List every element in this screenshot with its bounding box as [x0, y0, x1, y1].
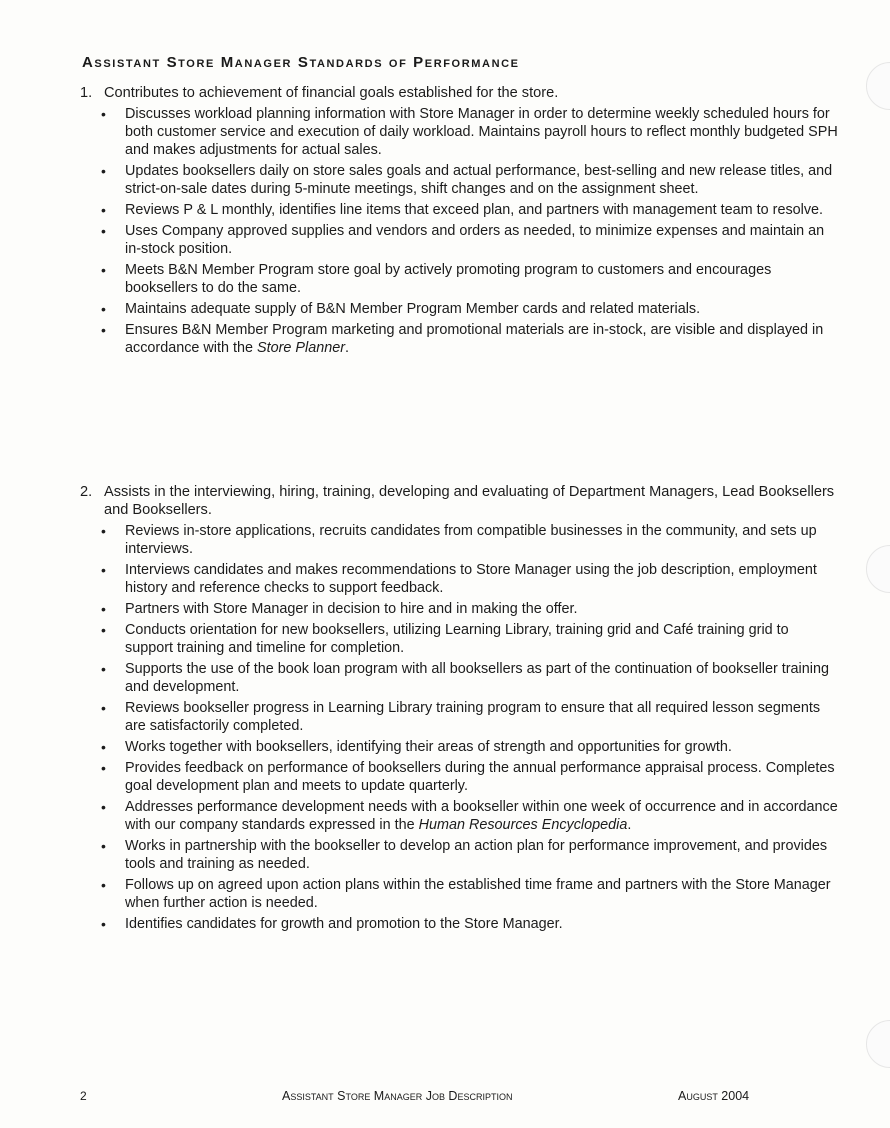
bullet-icon: • [101, 700, 106, 716]
footer-date: August 2004 [678, 1089, 750, 1103]
bullet-icon: • [101, 799, 106, 815]
list-item-text: Provides feedback on performance of booksellers during the annual performance appraisal process. Completes goal development plan and meets to update quarterly. [125, 760, 835, 794]
list-item-text: Conducts orientation for new booksellers, utilizing Learning Library, training grid and Café training grid to support training and timeline for completion. [125, 622, 789, 656]
bullet-icon: • [101, 916, 106, 932]
bullet-icon: • [101, 838, 106, 854]
list-item-text: Follows up on agreed upon action plans within the established time frame and partners with the Store Manager when further action is needed. [125, 877, 831, 911]
binder-hole-shape [866, 1020, 890, 1068]
list-item-text-end: . [627, 817, 632, 833]
list-item [80, 222, 840, 258]
bullet-list [80, 105, 840, 357]
bullet-icon: • [101, 301, 106, 317]
bullet-icon: • [101, 622, 106, 638]
binder-hole-shape [866, 545, 890, 593]
binder-hole-shape [866, 62, 890, 110]
bullet-icon: • [101, 601, 106, 617]
list-item [80, 561, 840, 597]
list-item-text-start: Ensures B&N Member Program marketing and promotional materials are in-stock, are visible and displayed in accordance with the [125, 322, 824, 356]
list-item-text: Discusses workload planning information with Store Manager in order to determine weekly scheduled hours for both customer service and execution of daily workload. Maintains payroll hours to reflect monthly budgeted SPH and makes adjustments for actual sales. [125, 106, 838, 158]
page-title: Assistant Store Manager Standards of Performance [82, 54, 520, 71]
list-item [80, 759, 840, 795]
list-item-text: Meets B&N Member Program store goal by actively promoting program to customers and encourages booksellers to do the same. [125, 262, 772, 296]
list-item-text: Updates booksellers daily on store sales goals and actual performance, best-selling and new release titles, and strict-on-sale dates during 5-minute meetings, shift changes and on the assignment sheet. [125, 163, 833, 197]
list-item [80, 621, 840, 657]
bullet-icon: • [101, 223, 106, 239]
list-item-text-end: . [345, 340, 349, 356]
list-item [80, 915, 840, 933]
store-planner-reference: Store Planner [257, 340, 345, 356]
list-item-text: Supports the use of the book loan program with all booksellers as part of the continuation of bookseller training and development. [125, 661, 829, 695]
list-item [80, 600, 840, 618]
list-item-text: Works together with booksellers, identifying their areas of strength and opportunities for growth. [125, 739, 732, 755]
list-item [80, 522, 840, 558]
list-item [80, 699, 840, 735]
bullet-icon: • [101, 106, 106, 122]
section-number: 1. [80, 85, 93, 101]
section-financial-goals [80, 84, 840, 360]
footer-page-number: 2 [80, 1089, 87, 1103]
bullet-icon: • [101, 562, 106, 578]
list-item [80, 660, 840, 696]
bullet-icon: • [101, 523, 106, 539]
list-item [80, 738, 840, 756]
list-item [80, 876, 840, 912]
list-item-text: Uses Company approved supplies and vendors and orders as needed, to minimize expenses and maintain an in-stock position. [125, 223, 825, 257]
list-item [80, 798, 840, 834]
list-item-text-start: Addresses performance development needs with a bookseller within one week of occurrence and in accordance with our company standards expressed in the [125, 799, 838, 833]
bullet-icon: • [101, 661, 106, 677]
list-item [80, 105, 840, 159]
bullet-icon: • [101, 202, 106, 218]
footer-document-title: Assistant Store Manager Job Description [282, 1089, 513, 1103]
list-item-text: Reviews bookseller progress in Learning Library training program to ensure that all required lesson segments are satisfactorily completed. [125, 700, 821, 734]
section-hiring-training [80, 483, 840, 936]
list-item [80, 201, 840, 219]
list-item-text: Reviews P & L monthly, identifies line items that exceed plan, and partners with management team to resolve. [125, 202, 824, 218]
list-item [80, 837, 840, 873]
list-item [80, 261, 840, 297]
list-item [80, 300, 840, 318]
hr-encyclopedia-reference: Human Resources Encyclopedia [418, 817, 628, 833]
list-item-text: Interviews candidates and makes recommendations to Store Manager using the job description, employment history and reference checks to support feedback. [125, 562, 817, 596]
bullet-icon: • [101, 262, 106, 278]
bullet-icon: • [101, 322, 106, 338]
bullet-icon: • [101, 760, 106, 776]
list-item [80, 162, 840, 198]
bullet-icon: • [101, 163, 106, 179]
list-item-text: Identifies candidates for growth and promotion to the Store Manager. [125, 916, 563, 932]
list-item-text: Reviews in-store applications, recruits candidates from compatible businesses in the community, and sets up interviews. [125, 523, 817, 557]
bullet-icon: • [101, 739, 106, 755]
bullet-list [80, 522, 840, 933]
section-number: 2. [80, 484, 93, 500]
section-heading [80, 84, 840, 102]
section-heading-text: Assists in the interviewing, hiring, training, developing and evaluating of Department Managers, Lead Booksellers and Booksellers. [104, 484, 835, 518]
list-item-text: Partners with Store Manager in decision to hire and in making the offer. [125, 601, 578, 617]
section-heading [80, 483, 840, 519]
list-item [80, 321, 840, 357]
list-item-text: Maintains adequate supply of B&N Member Program Member cards and related materials. [125, 301, 701, 317]
list-item-text: Works in partnership with the bookseller to develop an action plan for performance improvement, and provides tools and training as needed. [125, 838, 828, 872]
bullet-icon: • [101, 877, 106, 893]
section-heading-text: Contributes to achievement of financial goals established for the store. [104, 85, 559, 101]
